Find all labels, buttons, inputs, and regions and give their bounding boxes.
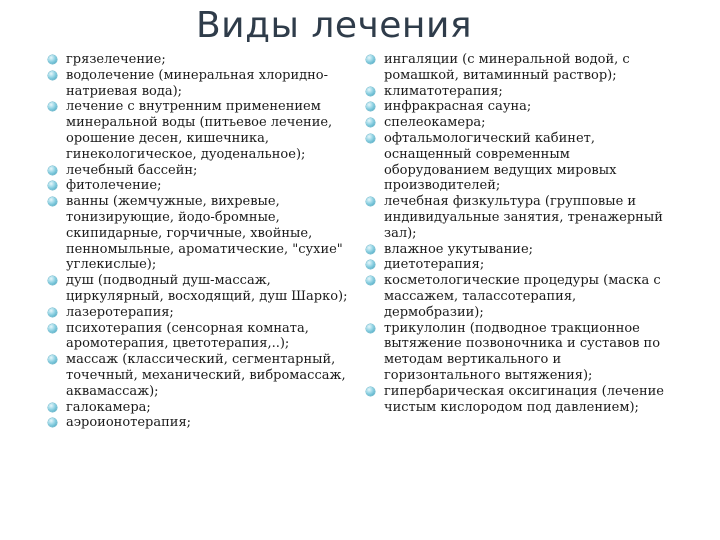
bullet-icon: [48, 55, 57, 64]
bullet-item: [366, 257, 676, 273]
bullet-text: трикулолин (подводное тракционное вытяжение позвоночника и суставов по методам вертикального и горизонтального вытяжения);: [384, 320, 661, 383]
bullet-text: гипербарическая оксигинация (лечение чистым кислородом под давлением);: [384, 383, 664, 415]
bullet-item: [48, 415, 364, 431]
bullet-item: [366, 99, 676, 115]
bullet-text: инфракрасная сауна;: [384, 99, 532, 115]
bullet-text: спелеокамера;: [384, 115, 486, 131]
right-bullet-list: [366, 52, 676, 415]
bullet-text: лечебный бассейн;: [66, 162, 198, 178]
bullet-item: [48, 400, 364, 416]
bullet-item: [48, 273, 364, 305]
bullet-text: психотерапия (сенсорная комната, аромотерапия, цветотерапия,..);: [66, 320, 309, 352]
bullet-icon: [48, 166, 57, 175]
bullet-icon: [48, 102, 57, 111]
bullet-icon: [48, 418, 57, 427]
bullet-text: диетотерапия;: [384, 257, 485, 273]
bullet-text: водолечение (минеральная хлоридно-натриевая вода);: [66, 67, 329, 99]
bullet-text: галокамера;: [66, 399, 151, 415]
bullet-icon: [366, 87, 375, 96]
bullet-icon: [366, 197, 375, 206]
bullet-item: [48, 178, 364, 194]
bullet-text: аэроионотерапия;: [66, 415, 192, 431]
bullet-icon: [366, 55, 375, 64]
bullet-item: [366, 84, 676, 100]
bullet-item: [366, 194, 676, 241]
bullet-item: [366, 52, 676, 84]
bullet-item: [366, 273, 676, 320]
bullet-item: [366, 242, 676, 258]
bullet-item: [48, 321, 364, 353]
bullet-icon: [48, 197, 57, 206]
bullet-item: [366, 115, 676, 131]
bullet-item: [366, 384, 676, 416]
slide-title: Виды лечения: [195, 5, 473, 46]
bullet-icon: [366, 245, 375, 254]
bullet-icon: [48, 403, 57, 412]
bullet-icon: [366, 324, 375, 333]
bullet-text: грязелечение;: [66, 52, 166, 67]
bullet-icon: [366, 260, 375, 269]
bullet-item: [48, 68, 364, 100]
bullet-icon: [48, 308, 57, 317]
bullet-text: офтальмологический кабинет, оснащенный современным оборудованием ведущих мировых производителей;: [384, 130, 617, 194]
bullet-text: лечение с внутренним применением минеральной воды (питьевое лечение, орошение десен, кишечника, гинекологическое, дуоденальное);: [66, 99, 333, 162]
bullet-item: [48, 305, 364, 321]
bullet-item: [48, 352, 364, 399]
bullet-text: косметологические процедуры (маска с массажем, талассотерапия, дермобразии);: [384, 273, 661, 320]
bullet-text: ванны (жемчужные, вихревые, тонизирующие, йодо-бромные, скипидарные, горчичные, хвойные, пенномыльные, ароматические, "сухие" углекислые);: [66, 194, 343, 273]
bullet-icon: [48, 181, 57, 190]
bullet-icon: [366, 276, 375, 285]
bullet-text: фитолечение;: [66, 178, 162, 194]
bullet-text: влажное укутывание;: [384, 241, 534, 257]
bullet-text: лазеротерапия;: [66, 304, 174, 320]
bullet-text: лечебная физкультура (групповые и индивидуальные занятия, тренажерный зал);: [384, 194, 663, 241]
bullet-text: душ (подводный душ-массаж, циркулярный, восходящий, душ Шарко);: [66, 273, 348, 304]
bullet-icon: [48, 71, 57, 80]
bullet-icon: [48, 276, 57, 285]
bullet-icon: [366, 102, 375, 111]
bullet-icon: [366, 387, 375, 396]
bullet-icon: [48, 355, 57, 364]
bullet-icon: [48, 324, 57, 333]
bullet-item: [366, 321, 676, 384]
bullet-icon: [366, 134, 375, 143]
bullet-icon: [366, 118, 375, 127]
bullet-item: [48, 163, 364, 179]
bullet-item: [48, 99, 364, 162]
bullet-text: массаж (классический, сегментарный, точечный, механический, вибромассаж, аквамассаж);: [66, 352, 346, 399]
left-bullet-list: [48, 52, 364, 431]
bullet-item: [48, 52, 364, 68]
bullet-item: [48, 194, 364, 273]
bullet-item: [366, 131, 676, 194]
bullet-text: ингаляции (с минеральной водой, с ромашкой, витаминный раствор);: [384, 52, 630, 83]
bullet-text: климатотерапия;: [384, 83, 503, 99]
